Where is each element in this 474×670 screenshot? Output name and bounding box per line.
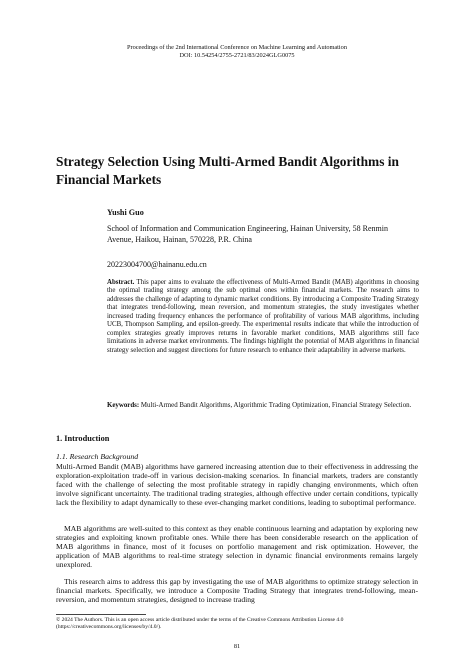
- page-number: 81: [233, 643, 241, 650]
- header-doi: DOI: 10.54254/2755-2721/83/2024GLG0075: [179, 52, 295, 59]
- keywords-label: Keywords:: [107, 402, 140, 409]
- header-proceedings: Proceedings of the 2nd International Conference on Machine Learning and Automation: [127, 44, 347, 51]
- keywords-text: Multi-Armed Bandit Algorithms, Algorithmic Trading Optimization, Financial Strategy Selection.: [140, 402, 412, 409]
- abstract-label: Abstract.: [107, 279, 135, 286]
- body-paragraph-2: [56, 524, 418, 569]
- section-heading: 1. Introduction: [56, 434, 110, 443]
- keywords: [107, 402, 419, 411]
- abstract: [107, 279, 419, 355]
- body-paragraph-1: [56, 462, 418, 507]
- subsection-heading: 1.1. Research Background: [56, 452, 139, 461]
- paragraph-text: This research aims to address this gap by investigating the use of MAB algorithms to optimize strategy selection in financial markets. Specifically, we introduce a Composite Trading Strategy that integrates trend-following, mean-reversion, and momentum strategies, designed to increase trading: [56, 577, 418, 605]
- running-header: [0, 44, 474, 60]
- paragraph-text: MAB algorithms are well-suited to this context as they enable continuous learning and adaptation by exploring new strategies and exploiting known profitable ones. While there has been considerable research on the application of MAB algorithms in finance, most of it focuses on portfolio management and risk optimization. However, the application of MAB algorithms to real-time strategy selection in dynamic financial environments remains largely unexplored.: [56, 524, 418, 570]
- body-paragraph-3: [56, 577, 418, 604]
- license-footer: [56, 617, 418, 631]
- author-name: Yushi Guo: [107, 208, 144, 217]
- abstract-text: This paper aims to evaluate the effectiveness of Multi-Armed Bandit (MAB) algorithms in choosing the optimal trading strategy among the sub optimal ones within financial markets. The research aims to addresses the challenge of adapting to dynamic market conditions. By introducing a Composite Trading Strategy that integrates trend-following, mean reversion, and momentum strategies, the study investigates whether increased trading frequency enhances the performance of profitability of various MAB algorithms, including UCB, Thompson Sampling, and epsilon-greedy. The experimental results indicate that while the introduction of complex strategies greatly improves returns in favorable market conditions, MAB algorithms still face limitations in adverse market environments. The findings highlight the potential of MAB algorithms in financial strategy selection and suggest directions for future research to enhance their adaptability in adverse markets.: [107, 279, 419, 354]
- paragraph-text: Multi-Armed Bandit (MAB) algorithms have garnered increasing attention due to their effectiveness in addressing the exploration-exploitation trade-off in various decision-making scenarios. In financial markets, traders are constantly faced with the challenge of selecting the most profitable strategy in rapidly changing environments, which often involve significant uncertainty. The traditional trading strategies, although effective under certain conditions, typically lack the flexibility to adapt dynamically to these ever-changing market conditions, leading to suboptimal performance.: [56, 462, 418, 508]
- license-link[interactable]: (https://creativecommons.org/licenses/by/4.0/).: [56, 624, 162, 630]
- author-affiliation: School of Information and Communication Engineering, Hainan University, 58 Renmin Avenue, Haikou, Hainan, 570228, P.R. China: [107, 224, 388, 244]
- footnote-rule: [56, 614, 146, 615]
- license-text: © 2024 The Authors. This is an open access article distributed under the terms of the Creative Commons Attribution License 4.0: [56, 617, 344, 623]
- paper-title: Strategy Selection Using Multi-Armed Bandit Algorithms in Financial Markets: [56, 154, 399, 187]
- author-email[interactable]: 20223004700@hainanu.edu.cn: [107, 260, 207, 269]
